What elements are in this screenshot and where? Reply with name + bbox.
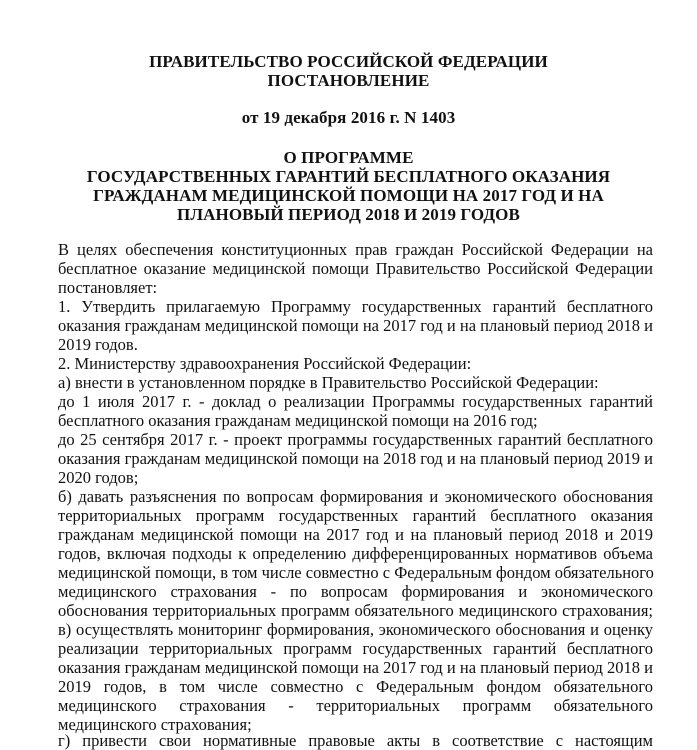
body-line: оказания гражданам медицинской помощи на 2018 год и на плановый период 2019 и	[58, 449, 653, 468]
body-line: 2019 годов.	[58, 335, 138, 354]
body-line: 1. Утвердить прилагаемую Программу государственных гарантий бесплатного	[58, 297, 653, 316]
document-title-line: О ПРОГРАММЕ	[283, 148, 414, 167]
body-line: 2019 годов, в том числе совместно с Федеральным фондом обязательного	[58, 677, 653, 696]
document-title-line: ГРАЖДАНАМ МЕДИЦИНСКОЙ ПОМОЩИ НА 2017 ГОД И НА	[93, 186, 604, 205]
body-line: В целях обеспечения конституционных прав граждан Российской Федерации на	[58, 240, 653, 259]
body-line: постановляет:	[58, 278, 158, 297]
body-line: гражданам медицинской помощи на 2017 год и на плановый период 2018 и 2019	[58, 525, 653, 544]
body-line: годов, включая подходы к определению дифференцированных нормативов объема	[58, 544, 653, 563]
document-title-line: ГОСУДАРСТВЕННЫХ ГАРАНТИЙ БЕСПЛАТНОГО ОКАЗАНИЯ	[86, 167, 611, 186]
document-title-line: ПЛАНОВЫЙ ПЕРИОД 2018 И 2019 ГОДОВ	[177, 205, 520, 224]
body-line: 2. Министерству здравоохранения Российской Федерации:	[58, 354, 472, 373]
body-line: медицинского страхования - по вопросам формирования и экономического	[58, 582, 653, 601]
body-line: бесплатное оказание медицинской помощи Правительство Российской Федерации	[58, 259, 653, 278]
body-line: реализации территориальных программ государственных гарантий бесплатного	[58, 639, 653, 658]
issuing-authority: ПРАВИТЕЛЬСТВО РОССИЙСКОЙ ФЕДЕРАЦИИ	[149, 52, 548, 71]
body-line: г) привести свои нормативные правовые акты в соответствие с настоящим	[58, 731, 653, 750]
body-line: до 25 сентября 2017 г. - проект программы государственных гарантий бесплатного	[58, 430, 653, 449]
body-line: территориальных программ государственных гарантий бесплатного оказания	[58, 506, 653, 525]
body-line: медицинской помощи, в том числе совместно с Федеральным фондом обязательного	[58, 563, 654, 582]
body-line: оказания гражданам медицинской помощи на 2017 год и на плановый период 2018 и	[58, 658, 653, 677]
body-line: оказания гражданам медицинской помощи на 2017 год и на плановый период 2018 и	[58, 316, 653, 335]
body-line: до 1 июля 2017 г. - доклад о реализации Программы государственных гарантий	[58, 392, 653, 411]
body-line: медицинского страхования - территориальных программ обязательного	[58, 696, 653, 715]
document-date-number: от 19 декабря 2016 г. N 1403	[241, 108, 456, 127]
body-line: обоснования территориальных программ обязательного медицинского страхования;	[58, 601, 653, 620]
body-line: бесплатного оказания гражданам медицинской помощи на 2016 год;	[58, 411, 538, 430]
body-line: медицинского страхования;	[58, 715, 252, 734]
document-type: ПОСТАНОВЛЕНИЕ	[267, 71, 430, 90]
body-line: б) давать разъяснения по вопросам формирования и экономического обоснования	[58, 487, 653, 506]
body-line: 2020 годов;	[58, 468, 139, 487]
body-line: в) осуществлять мониторинг формирования, экономического обоснования и оценку	[58, 620, 653, 639]
body-line: а) внести в установленном порядке в Правительство Российской Федерации:	[58, 373, 599, 392]
